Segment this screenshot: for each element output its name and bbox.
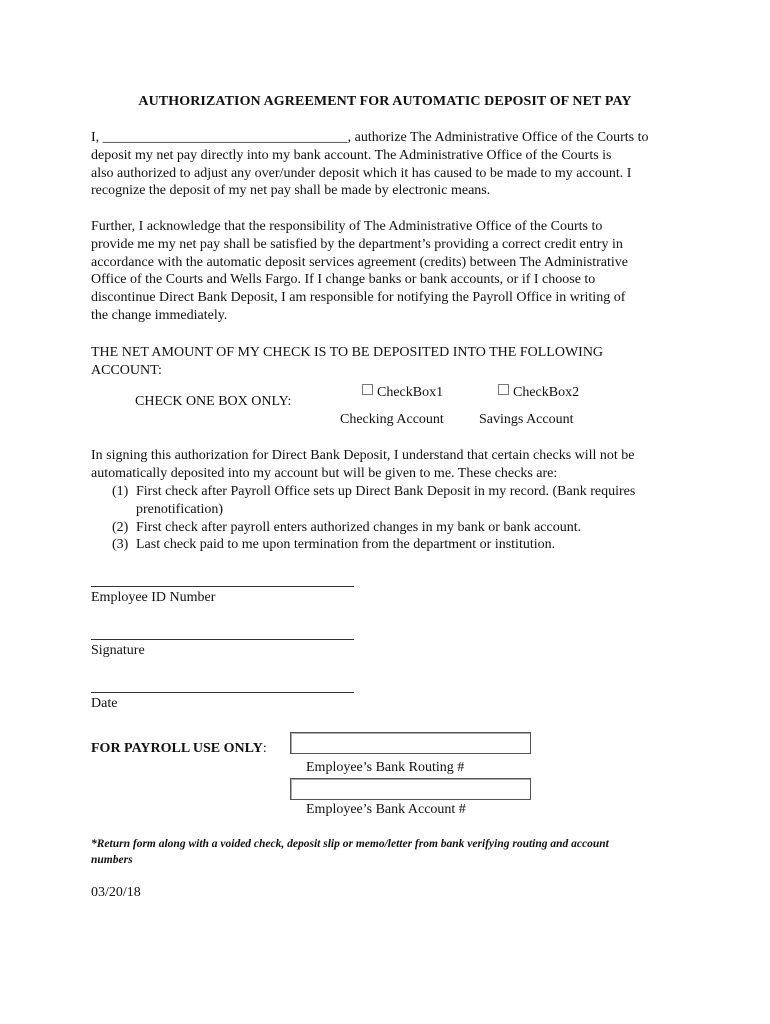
signature-line[interactable]	[91, 639, 354, 640]
return-form-note	[91, 836, 609, 868]
savings-account-label: Savings Account	[479, 412, 574, 427]
employee-id-line[interactable]	[91, 586, 354, 587]
bank-routing-label: Employee’s Bank Routing #	[306, 760, 465, 775]
note-line: *Return form along with a voided check, deposit slip or memo/letter from bank verifying routing and account	[91, 838, 609, 850]
paragraph-line: THE NET AMOUNT OF MY CHECK IS TO BE DEPOSITED INTO THE FOLLOWING	[91, 345, 604, 360]
payroll-use-label	[91, 741, 267, 757]
signature-label: Signature	[91, 643, 145, 658]
bank-account-label: Employee’s Bank Account #	[306, 802, 466, 817]
paragraph-line: deposit my net pay directly into my bank account. The Administrative Office of the Courts is	[91, 147, 612, 163]
authorization-paragraph	[91, 129, 691, 200]
paragraph-line: provide me my net pay shall be satisfied by the department’s providing a correct credit entry in	[91, 236, 623, 252]
paragraph-line: also authorized to adjust any over/under deposit which it has caused to be made to my account. I	[91, 165, 632, 181]
paragraph-line: Further, I acknowledge that the responsibility of The Administrative Office of the Courts to	[91, 219, 603, 234]
list-text: First check after Payroll Office sets up Direct Bank Deposit in my record. (Bank requires	[136, 484, 636, 499]
bank-routing-field[interactable]	[290, 732, 531, 754]
list-number: (3)	[112, 537, 129, 553]
paragraph-line: the change immediately.	[91, 307, 228, 323]
list-text: Last check paid to me upon termination from the department or institution.	[136, 537, 556, 553]
paragraph-line: automatically deposited into my account but will be given to me. These checks are:	[91, 465, 558, 481]
paragraph-line: accordance with the automatic deposit services agreement (credits) between The Administrative	[91, 254, 628, 270]
list-text: First check after payroll enters authorized changes in my bank or bank account.	[136, 519, 582, 535]
paragraph-line: discontinue Direct Bank Deposit, I am responsible for notifying the Payroll Office in writing of	[91, 290, 626, 306]
employee-id-label: Employee ID Number	[91, 590, 216, 605]
paragraph-line: recognize the deposit of my net pay shall be made by electronic means.	[91, 183, 491, 199]
bank-account-field[interactable]	[290, 778, 531, 800]
list-item	[112, 483, 635, 501]
checking-checkbox[interactable]	[362, 384, 443, 401]
checkbox-square-icon[interactable]	[498, 384, 509, 395]
form-title: AUTHORIZATION AGREEMENT FOR AUTOMATIC DEPOSIT OF NET PAY	[138, 94, 632, 109]
list-item	[112, 536, 635, 554]
checkbox1-label: CheckBox1	[377, 385, 444, 400]
paragraph-line: Office of the Courts and Wells Fargo. If I change banks or bank accounts, or if I choose to	[91, 272, 596, 288]
checking-account-label: Checking Account	[340, 412, 444, 427]
payroll-use-colon: :	[262, 741, 267, 756]
date-line[interactable]	[91, 692, 354, 693]
note-line: numbers	[91, 854, 133, 866]
paragraph-line: I, ___________________________________, authorize The Administrative Office of the Courts to	[91, 130, 649, 145]
savings-checkbox[interactable]	[498, 384, 579, 401]
payroll-use-text: FOR PAYROLL USE ONLY	[91, 741, 263, 756]
check-one-box-label: CHECK ONE BOX ONLY:	[135, 394, 292, 409]
list-item-continuation	[112, 501, 635, 519]
paragraph-line: ACCOUNT:	[91, 362, 162, 378]
deposit-instruction-paragraph	[91, 344, 691, 380]
list-number: (1)	[112, 484, 129, 499]
list-number: (2)	[112, 519, 129, 535]
paragraph-line: In signing this authorization for Direct Bank Deposit, I understand that certain checks will not be	[91, 448, 635, 463]
checkbox2-label: CheckBox2	[513, 385, 580, 400]
date-label: Date	[91, 696, 118, 711]
acknowledgement-paragraph	[91, 218, 691, 325]
checks-list	[112, 483, 635, 554]
list-text: prenotification)	[136, 501, 224, 517]
form-revision-date: 03/20/18	[91, 885, 141, 900]
checks-paragraph	[91, 447, 691, 483]
list-item	[112, 519, 635, 537]
checkbox-square-icon[interactable]	[362, 384, 373, 395]
